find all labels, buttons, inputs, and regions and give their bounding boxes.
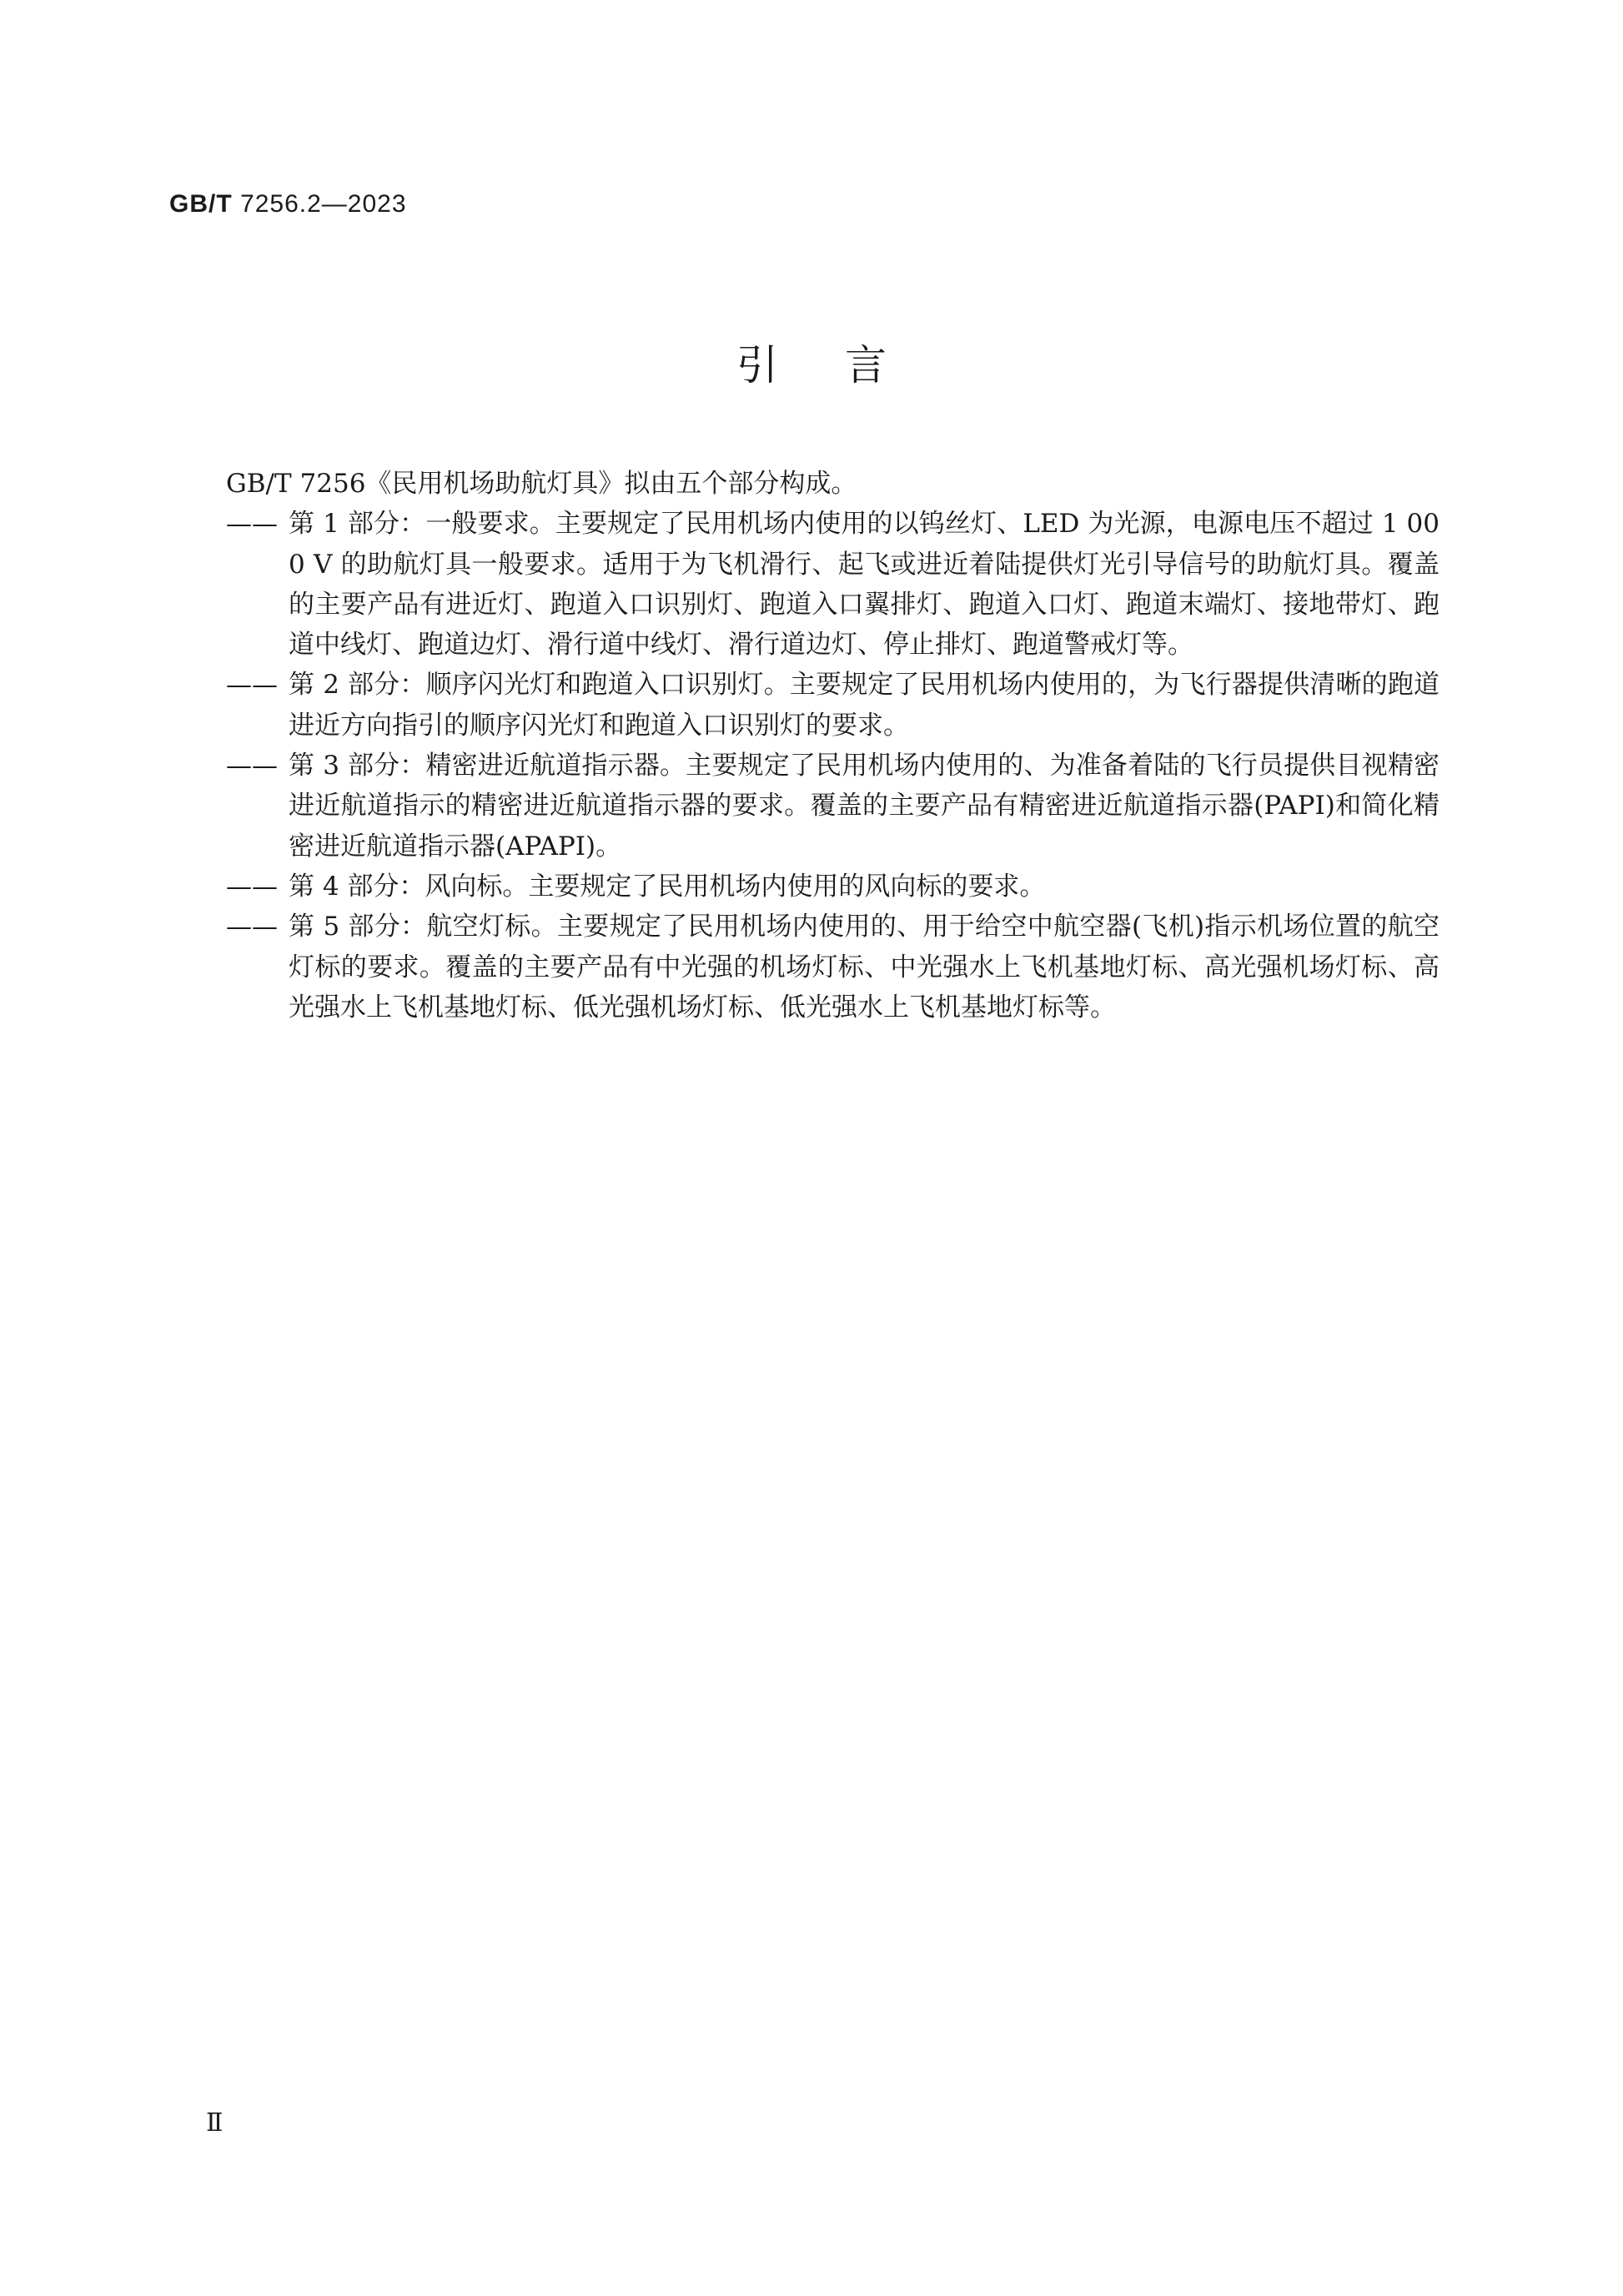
list-item-text: 第 1 部分：一般要求。主要规定了民用机场内使用的以钨丝灯、LED 为光源，电源电压不超过 1 000 V 的助航灯具一般要求。适用于为飞机滑行、起飞或进近着陆提供灯光引导信号的助航灯具。覆盖的主要产品有进近灯、跑道入口识别灯、跑道入口翼排灯、跑道入口灯、跑道末端灯、接地带灯、跑道中线灯、跑道边灯、滑行道中线灯、滑行道边灯、停止排灯、跑道警戒灯等。 — [289, 509, 1440, 661]
list-dash: —— — [226, 751, 278, 781]
body-text — [226, 464, 1440, 1027]
list-item-text: 第 5 部分：航空灯标。主要规定了民用机场内使用的、用于给空中航空器(飞机)指示机场位置的航空灯标的要求。覆盖的主要产品有中光强的机场灯标、中光强水上飞机基地灯标、高光强机场灯标、高光强水上飞机基地灯标、低光强机场灯标、低光强水上飞机基地灯标等。 — [289, 912, 1440, 1022]
page-title: 引言 — [736, 341, 953, 389]
list-item — [226, 665, 1440, 746]
list-dash: —— — [226, 670, 278, 701]
standard-code-prefix: GB/T — [169, 190, 233, 218]
list-item-text: 第 3 部分：精密进近航道指示器。主要规定了民用机场内使用的、为准备着陆的飞行员提供目视精密进近航道指示的精密进近航道指示器的要求。覆盖的主要产品有精密进近航道指示器(PAPI)和简化精密进近航道指示器(APAPI)。 — [289, 751, 1440, 862]
list-item-text: 第 4 部分：风向标。主要规定了民用机场内使用的风向标的要求。 — [289, 871, 1046, 902]
list-item — [226, 867, 1440, 907]
list-dash: —— — [226, 509, 278, 540]
list-item — [226, 907, 1440, 1027]
list-item — [226, 504, 1440, 665]
list-item-text: 第 2 部分：顺序闪光灯和跑道入口识别灯。主要规定了民用机场内使用的，为飞行器提供清晰的跑道进近方向指引的顺序闪光灯和跑道入口识别灯的要求。 — [289, 670, 1440, 741]
standard-code — [169, 190, 407, 219]
list-dash: —— — [226, 871, 278, 902]
standard-code-number: 7256.2—2023 — [240, 190, 407, 218]
page-number: Ⅱ — [206, 2108, 224, 2138]
list-dash: —— — [226, 912, 278, 942]
list-item — [226, 746, 1440, 867]
intro-paragraph: GB/T 7256《民用机场助航灯具》拟由五个部分构成。 — [226, 469, 857, 499]
